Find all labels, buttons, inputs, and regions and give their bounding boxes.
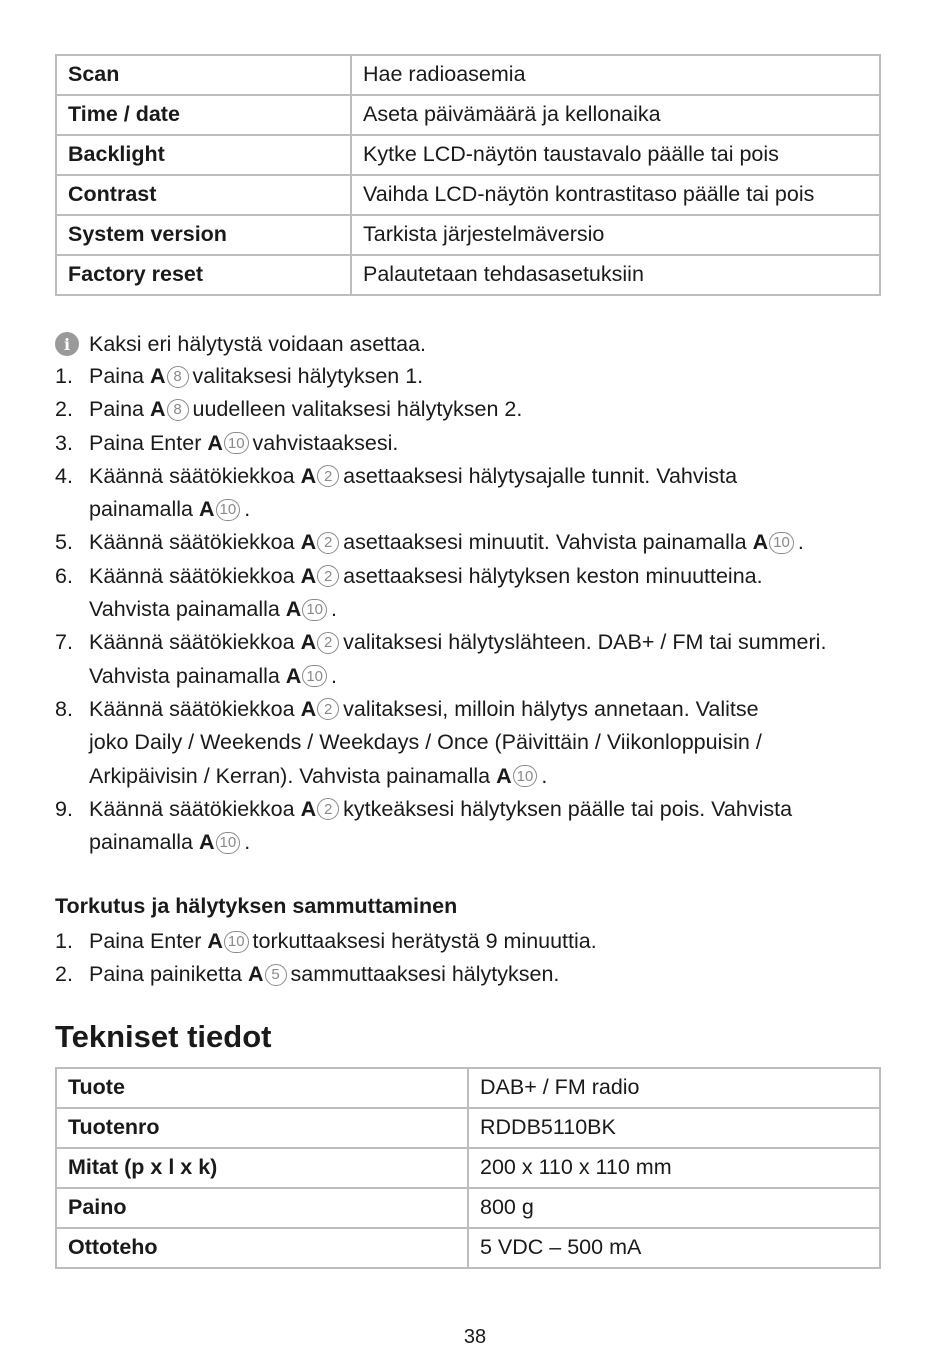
part-prefix: A [285, 597, 302, 622]
step-item [55, 925, 895, 958]
menu-option-description: Kytke LCD-näytön taustavalo päälle tai pois [351, 135, 880, 175]
table-row [56, 1188, 880, 1228]
step-text: Vahvista painamalla [89, 663, 286, 688]
step-number: 2. [55, 962, 73, 987]
step-text: asettaaksesi minuutit. Vahvista painamalla [343, 530, 753, 555]
part-prefix: A [300, 630, 317, 655]
part-number-badge: 10 [302, 599, 327, 621]
step-number: 3. [55, 430, 73, 455]
part-prefix: A [149, 397, 166, 422]
table-row [56, 1068, 880, 1108]
part-number-badge: 10 [224, 432, 249, 454]
step-item [55, 793, 895, 860]
part-prefix: A [300, 463, 317, 488]
snooze-steps-list [55, 925, 895, 992]
step-text: Käännä säätökiekkoa [89, 796, 301, 821]
step-text: Paina Enter [89, 929, 208, 953]
step-number: 1. [55, 929, 73, 953]
menu-option-name: Time / date [56, 95, 351, 135]
menu-options-table [55, 54, 881, 296]
step-text: Paina [89, 397, 150, 422]
section-title: Tekniset tiedot [55, 1019, 272, 1054]
step-text: . [541, 763, 548, 788]
menu-option-name: Factory reset [56, 255, 351, 295]
part-number-badge: 2 [317, 532, 339, 554]
part-number-badge: 8 [167, 366, 189, 388]
step-item [55, 393, 895, 426]
step-number: 6. [55, 563, 73, 588]
step-text: joko Daily / Weekends / Weekdays / Once (Päivittäin / Viikonloppuisin / [89, 730, 762, 755]
table-row [56, 175, 880, 215]
step-text: asettaaksesi hälytysajalle tunnit. Vahvista [343, 463, 738, 488]
step-text: sammuttaaksesi hälytyksen. [290, 962, 560, 987]
part-number-badge: 10 [216, 832, 241, 854]
step-text: valitaksesi hälytyslähteen. DAB+ / FM tai summeri. [343, 630, 827, 655]
part-number-badge: 2 [317, 632, 339, 654]
step-line [89, 460, 895, 493]
part-prefix: A [496, 763, 512, 788]
step-text: Arkipäivisin / Kerran). Vahvista painamalla [89, 763, 497, 788]
step-line [89, 958, 895, 991]
part-prefix: A [247, 962, 264, 987]
menu-option-description: Tarkista järjestelmäversio [351, 215, 880, 255]
step-item [55, 958, 895, 991]
step-line [89, 593, 895, 626]
part-number-badge: 2 [317, 465, 339, 487]
step-number: 8. [55, 696, 73, 721]
step-text: . [331, 663, 337, 688]
part-prefix: A [300, 796, 317, 821]
step-text: . [331, 597, 337, 622]
part-prefix: A [285, 663, 302, 688]
part-prefix: A [198, 830, 215, 855]
part-number-badge: 2 [317, 698, 339, 720]
part-number-badge: 5 [265, 964, 287, 986]
step-number: 1. [55, 364, 73, 388]
part-number-badge: 10 [513, 765, 538, 787]
step-line [89, 360, 895, 393]
step-text: . [244, 830, 251, 855]
step-item [55, 560, 895, 627]
snooze-heading: Torkutus ja hälytyksen sammuttaminen [55, 894, 458, 918]
step-number: 2. [55, 397, 73, 422]
spec-label: Tuotenro [56, 1108, 468, 1148]
step-number: 4. [55, 463, 73, 488]
step-text: painamalla [89, 830, 199, 855]
spec-label: Mitat (p x l x k) [56, 1148, 468, 1188]
step-text: valitaksesi, milloin hälytys annetaan. Valitse [343, 696, 759, 721]
part-number-badge: 8 [167, 399, 189, 421]
table-row [56, 135, 880, 175]
step-line [89, 560, 895, 593]
menu-option-description: Vaihda LCD-näytön kontrastitaso päälle tai pois [351, 175, 880, 215]
step-text: Käännä säätökiekkoa [89, 563, 301, 588]
spec-value: 800 g [468, 1188, 880, 1228]
part-prefix: A [752, 530, 769, 555]
step-line [89, 693, 895, 726]
menu-option-name: System version [56, 215, 351, 255]
step-line [89, 925, 895, 958]
info-note [55, 329, 426, 359]
spec-value: 5 VDC – 500 mA [468, 1228, 880, 1268]
table-row [56, 1108, 880, 1148]
step-text: asettaaksesi hälytyksen keston minuutteina. [343, 563, 763, 588]
step-text: Käännä säätökiekkoa [89, 696, 301, 721]
info-icon: i [55, 332, 79, 356]
alarm-steps-list [55, 360, 895, 859]
step-line [89, 526, 895, 559]
technical-specs-table [55, 1067, 881, 1269]
spec-value: DAB+ / FM radio [468, 1068, 880, 1108]
menu-option-name: Contrast [56, 175, 351, 215]
step-item [55, 360, 895, 393]
step-line [89, 626, 895, 659]
spec-label: Ottoteho [56, 1228, 468, 1268]
step-text: valitaksesi hälytyksen 1. [192, 364, 424, 388]
step-line [89, 427, 895, 460]
table-row [56, 55, 880, 95]
spec-value: RDDB5110BK [468, 1108, 880, 1148]
step-text: Paina Enter [89, 430, 208, 455]
step-text: kytkeäksesi hälytyksen päälle tai pois. Vahvista [343, 796, 793, 821]
step-line [89, 793, 895, 826]
step-text: torkuttaaksesi herätystä 9 minuuttia. [252, 929, 597, 953]
step-text: painamalla [89, 497, 199, 522]
step-line [89, 760, 895, 793]
part-number-badge: 10 [224, 931, 249, 953]
part-number-badge: 10 [302, 665, 327, 687]
step-text: Paina [89, 364, 150, 388]
table-row [56, 1148, 880, 1188]
part-prefix: A [300, 530, 317, 555]
step-item [55, 427, 895, 460]
step-text: Käännä säätökiekkoa [89, 630, 301, 655]
part-prefix: A [207, 929, 223, 953]
step-line [89, 826, 895, 859]
table-row [56, 95, 880, 135]
menu-option-name: Scan [56, 55, 351, 95]
step-item [55, 460, 895, 527]
step-number: 5. [55, 530, 73, 555]
part-prefix: A [300, 563, 317, 588]
step-text: . [797, 530, 804, 555]
step-text: uudelleen valitaksesi hälytyksen 2. [192, 397, 523, 422]
info-note-text: Kaksi eri hälytystä voidaan asettaa. [89, 331, 427, 356]
step-item [55, 526, 895, 559]
part-prefix: A [149, 364, 166, 388]
step-line [89, 726, 895, 759]
part-number-badge: 2 [317, 565, 339, 587]
table-row [56, 1228, 880, 1268]
step-text: vahvistaaksesi. [252, 430, 399, 455]
step-line [89, 660, 895, 693]
step-item [55, 626, 895, 693]
step-number: 9. [55, 796, 73, 821]
step-number: 7. [55, 630, 73, 655]
menu-option-description: Palautetaan tehdasasetuksiin [351, 255, 880, 295]
part-number-badge: 10 [216, 499, 241, 521]
table-row [56, 215, 880, 255]
step-text: Käännä säätökiekkoa [89, 463, 301, 488]
spec-label: Paino [56, 1188, 468, 1228]
step-text: . [244, 497, 251, 522]
step-text: Vahvista painamalla [89, 597, 286, 622]
spec-label: Tuote [56, 1068, 468, 1108]
step-text: Käännä säätökiekkoa [89, 530, 301, 555]
spec-value: 200 x 110 x 110 mm [468, 1148, 880, 1188]
menu-option-description: Aseta päivämäärä ja kellonaika [351, 95, 880, 135]
step-line [89, 393, 895, 426]
part-prefix: A [300, 696, 317, 721]
step-line [89, 493, 895, 526]
step-text: Paina painiketta [89, 962, 248, 987]
part-prefix: A [207, 430, 223, 455]
page-number: 38 [463, 1326, 487, 1348]
menu-option-name: Backlight [56, 135, 351, 175]
part-prefix: A [198, 497, 215, 522]
part-number-badge: 2 [317, 798, 339, 820]
menu-option-description: Hae radioasemia [351, 55, 880, 95]
step-item [55, 693, 895, 793]
part-number-badge: 10 [769, 532, 794, 554]
table-row [56, 255, 880, 295]
